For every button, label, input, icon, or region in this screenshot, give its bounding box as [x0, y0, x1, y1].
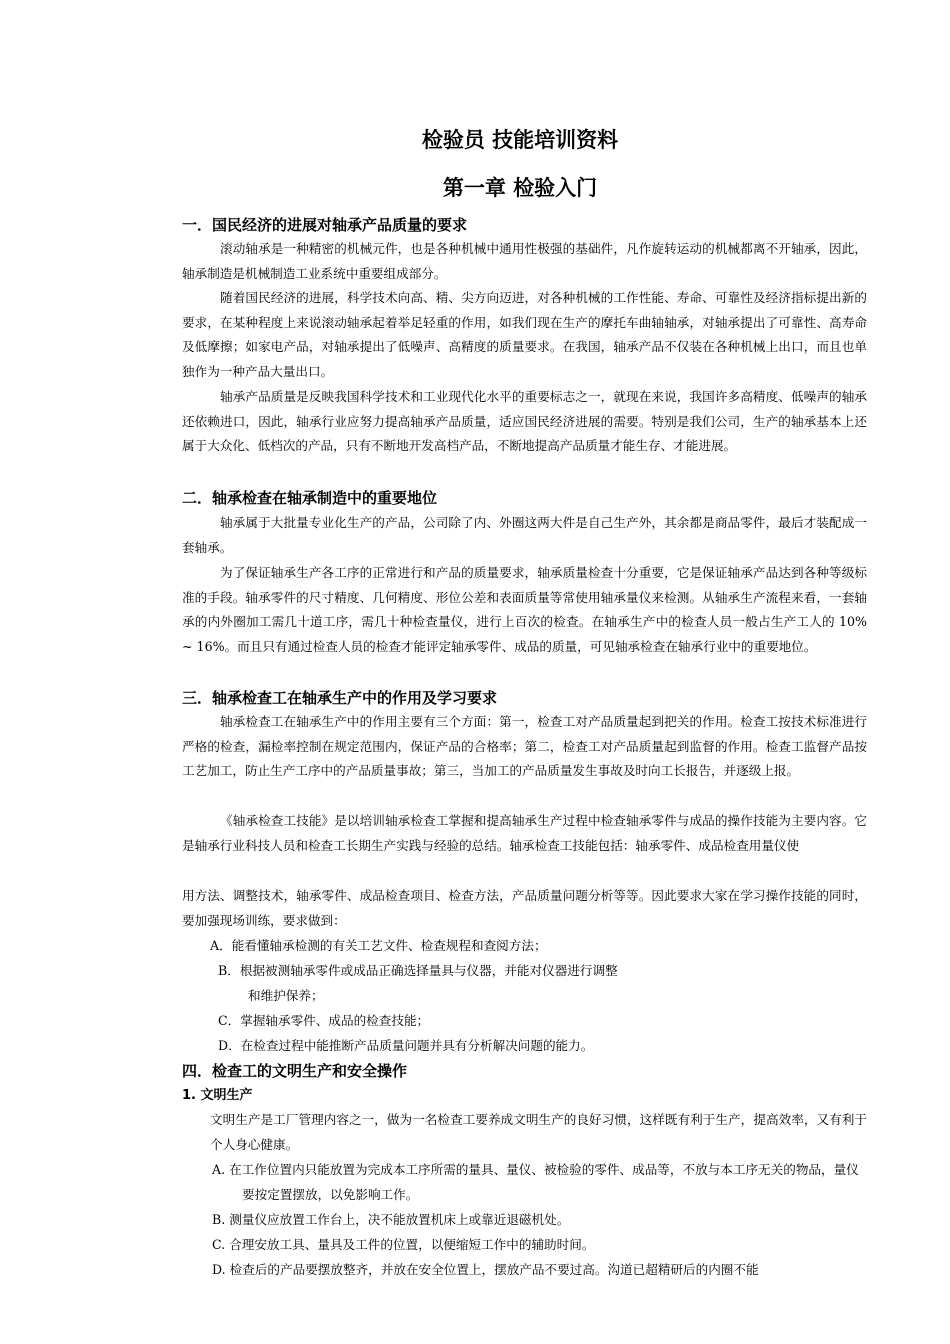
rule-d: D. 检查后的产品要摆放整齐，并放在安全位置上，摆放产品不要过高。沟道已超精研后的内圈不能 [212, 1262, 759, 1277]
requirement-a: A．能看懂轴承检测的有关工艺文件、检查规程和查阅方法； [210, 938, 547, 953]
section-3-paragraph-2: 《轴承检查工技能》是以培训轴承检查工掌握和提高轴承生产过程中检查轴承零件与成品的操作技能为主要内容。它是轴承行业科技人员和检查工长期生产实践与经验的总结。轴承检查工技能包括：轴承零件、成品检查用量仪使 [182, 813, 867, 853]
section-3-paragraph-1: 轴承检查工在轴承生产中的作用主要有三个方面：第一，检查工对产品质量起到把关的作用。检查工按技术标准进行严格的检查，漏检率控制在规定范围内，保证产品的合格率；第二，检查工对产品质量起到监督的作用。检查工监督产品按工艺加工，防止生产工序中的产品质量事故；第三，当加工的产品质量发生事故及时向工长报告，并逐级上报。 [182, 714, 867, 779]
rule-a: A. 在工作位置内只能放置为完成本工序所需的量具、量仪、被检验的零件、成品等，不放与本工序无关的物品，量仪要按定置摆放，以免影响工作。 [212, 1162, 859, 1202]
requirement-d: D．在检查过程中能推断产品质量问题并具有分析解决问题的能力。 [218, 1038, 594, 1053]
section-2-heading: 二．轴承检查在轴承制造中的重要地位 [182, 489, 438, 507]
section-2-paragraph-1: 轴承属于大批量专业化生产的产品，公司除了内、外圈这两大件是自己生产外，其余都是商品零件，最后才装配成一套轴承。 [182, 515, 867, 555]
section-1-paragraph-3: 轴承产品质量是反映我国科学技术和工业现代化水平的重要标志之一，就现在来说，我国许多高精度、低噪声的轴承还依赖进口，因此，轴承行业应努力提高轴承产品质量，适应国民经济进展的需要。特别是我们公司，生产的轴承基本上还属于大众化、低档次的产品，只有不断地开发高档产品，不断地提高产品质量才能生存、才能进展。 [182, 389, 867, 454]
requirement-c: C．掌握轴承零件、成品的检查技能； [218, 1013, 430, 1028]
section-3-paragraph-3: 用方法、调整技术，轴承零件、成品检查项目、检查方法，产品质量问题分析等等。因此要求大家在学习操作技能的同时，要加强现场训练，要求做到： [182, 888, 867, 928]
requirement-b-continued: 和维护保养； [248, 988, 324, 1003]
section-3-heading: 三．轴承检查工在轴承生产中的作用及学习要求 [182, 689, 498, 707]
subsection-civilized-production: 1. 文明生产 [182, 1088, 253, 1103]
section-1-heading: 一．国民经济的进展对轴承产品质量的要求 [182, 216, 468, 234]
section-2-paragraph-2: 为了保证轴承生产各工序的正常进行和产品的质量要求，轴承质量检查十分重要，它是保证轴承产品达到各种等级标准的手段。轴承零件的尺寸精度、几何精度、形位公差和表面质量等常使用轴承量仪来检测。从轴承生产流程来看，一套轴承的内外圈加工需几十道工序，需几十种检查量仪，进行上百次的检查。在轴承生产中的检查人员一般占生产工人的 10% ~ 16%。而且只有通过检查人员的检查才能评定轴承零件、成品的质量，可见轴承检查在轴承行业中的重要地位。 [182, 565, 867, 654]
section-1-paragraph-1: 滚动轴承是一种精密的机械元件，也是各种机械中通用性极强的基础件，凡作旋转运动的机械都离不开轴承，因此，轴承制造是机械制造工业系统中重要组成部分。 [182, 241, 867, 281]
document-title: 检验员 技能培训资料 [421, 128, 619, 152]
requirement-b: B．根据被测轴承零件或成品正确选择量具与仪器，并能对仪器进行调整 [218, 963, 618, 978]
chapter-title: 第一章 检验入门 [442, 176, 598, 200]
section-4-paragraph-1: 文明生产是工厂管理内容之一，做为一名检查工要养成文明生产的良好习惯，这样既有利于生产，提高效率，又有利于个人身心健康。 [210, 1112, 867, 1152]
rule-b: B. 测量仪应放置工作台上，决不能放置机床上或靠近退磁机处。 [212, 1212, 570, 1227]
rule-c: C. 合理安放工具、量具及工件的位置，以便缩短工作中的辅助时间。 [212, 1237, 595, 1252]
section-1-paragraph-2: 随着国民经济的进展，科学技术向高、精、尖方向迈进，对各种机械的工作性能、寿命、可靠性及经济指标提出新的要求，在某种程度上来说滚动轴承起着举足轻重的作用，如我们现在生产的摩托车曲轴轴承，对轴承提出了可靠性、高寿命及低摩擦；如家电产品，对轴承提出了低噪声、高精度的质量要求。在我国，轴承产品不仅装在各种机械上出口，而且也单独作为一种产品大量出口。 [182, 290, 867, 379]
section-4-heading: 四．检查工的文明生产和安全操作 [182, 1062, 408, 1080]
